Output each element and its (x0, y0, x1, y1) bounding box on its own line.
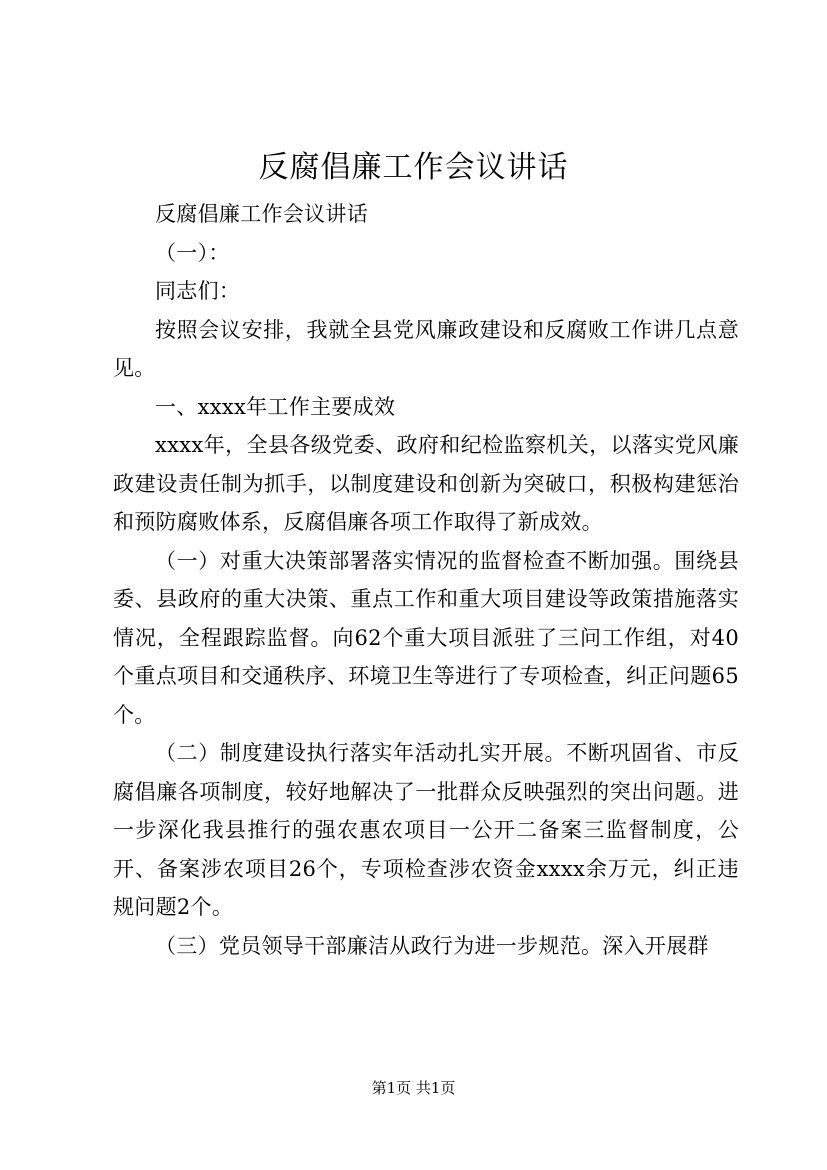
paragraph-item-1: （一）对重大决策部署落实情况的监督检查不断加强。围绕县委、县政府的重大决策、重点工作和重大项目建设等政策措施落实情况，全程跟踪监督。向62个重大项目派驻了三问工作组，对40个重点项目和交通秩序、环境卫生等进行了专项检查，纠正问题65个。 (113, 548, 739, 727)
paragraph-item-3: （三）党员领导干部廉洁从政行为进一步规范。深入开展群 (155, 933, 709, 958)
paragraph-section-number: （一）： (155, 240, 230, 265)
paragraph-item-2: （二）制度建设执行落实年活动扎实开展。不断巩固省、市反腐倡廉各项制度，较好地解决了一批群众反映强烈的突出问题。进一步深化我县推行的强农惠农项目一公开二备案三监督制度，公开、备案涉农项目26个，专项检查涉农资金xxxx余万元，纠正违规问题2个。 (113, 741, 739, 919)
page-number-footer: 第1页 共1页 (371, 1079, 456, 1097)
paragraph-salutation: 同志们： (155, 279, 241, 303)
document-body (113, 195, 739, 965)
paragraph-heading-1: 一、xxxx年工作主要成效 (155, 394, 396, 419)
paragraph-intro: 按照会议安排，我就全县党风廉政建设和反腐败工作讲几点意见。 (113, 317, 739, 380)
document-title: 反腐倡廉工作会议讲话 (258, 150, 569, 185)
paragraph-summary: xxxx年，全县各级党委、政府和纪检监察机关，以落实党风廉政建设责任制为抓手，以制度建设和创新为突破口，积极构建惩治和预防腐败体系，反腐倡廉各项工作取得了新成效。 (113, 433, 739, 534)
paragraph-subtitle: 反腐倡廉工作会议讲话 (155, 202, 368, 226)
